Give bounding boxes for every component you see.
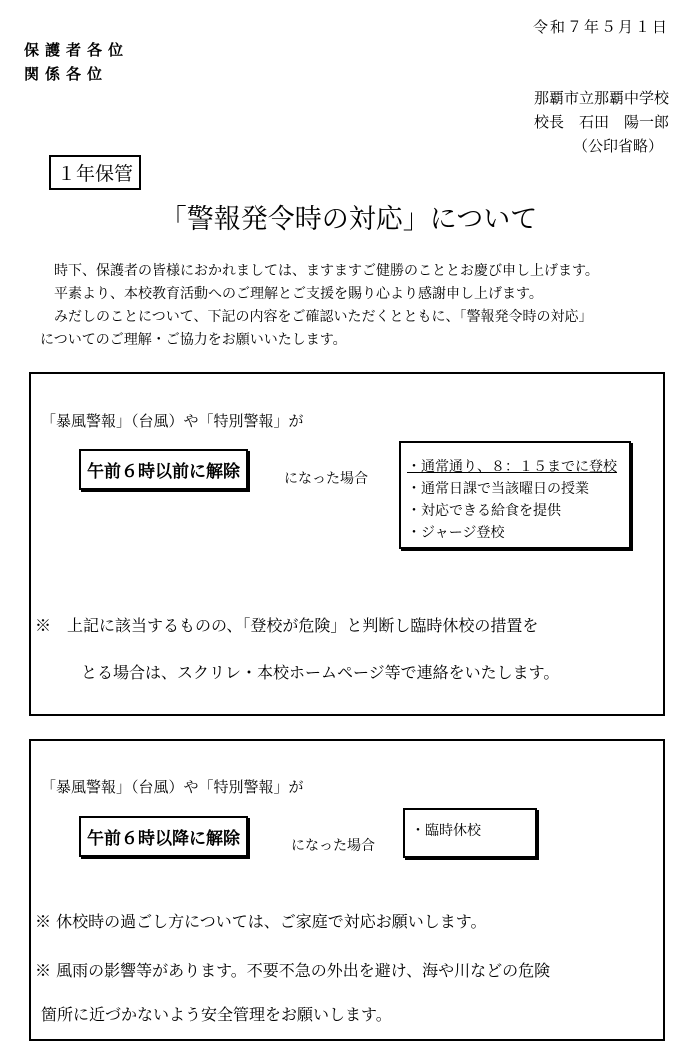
becomes-text: になった場合 — [284, 471, 368, 487]
intro-line: みだしのことについて、下記の内容をご確認いただくとともに、「警報発令時の対応」 — [40, 309, 593, 325]
intro-line: 平素より、本校教育活動へのご理解とご支援を賜り心より感謝申し上げます。 — [40, 286, 543, 302]
document-title: 「警報発令時の対応」について — [159, 204, 538, 235]
list-item: ・臨時休校 — [411, 823, 481, 839]
intro-line: 時下、保護者の皆様におかれましては、ますますご健勝のこととお慶び申し上げます。 — [40, 263, 599, 279]
safety-note-line2: 箇所に近づかないよう安全管理をお願いします。 — [41, 1005, 392, 1024]
closure-note-line2: とる場合は、スクリレ・本校ホームページ等で連絡をいたします。 — [81, 663, 560, 682]
warning-condition: 「暴風警報」（台風）や「特別警報」が — [41, 412, 304, 430]
sender-school: 那覇市立那覇中学校 — [533, 89, 669, 107]
recipient-guardians: 保護者各位 — [24, 41, 130, 59]
becomes-text: になった場合 — [291, 838, 375, 854]
list-item: ・通常日課で当該曜日の授業 — [407, 481, 589, 497]
lifted-after-6am-label: 午前６時以降に解除 — [79, 816, 248, 857]
lifted-before-6am-label: 午前６時以前に解除 — [79, 449, 248, 490]
retention-tag: １年保管 — [49, 155, 141, 190]
intro-paragraph — [40, 260, 599, 352]
list-item: ・対応できる給食を提供 — [407, 503, 561, 519]
section-after-6am — [29, 739, 665, 1041]
warning-condition: 「暴風警報」（台風）や「特別警報」が — [41, 778, 304, 796]
seal-omitted-note: （公印省略） — [572, 137, 663, 155]
normal-schedule-list — [399, 441, 631, 549]
issue-date: 令和７年５月１日 — [532, 18, 669, 36]
closure-home-note: ※ 休校時の過ごし方については、ご家庭で対応お願いします。 — [35, 912, 487, 931]
section-before-6am — [29, 372, 665, 716]
list-item: ・ジャージ登校 — [407, 525, 505, 541]
list-item: ・通常通り、８：１５までに登校 — [407, 459, 617, 475]
sender-block — [534, 86, 669, 158]
school-closed-box — [403, 808, 537, 858]
sender-principal: 校長 石田 陽一郎 — [533, 113, 669, 131]
intro-line: についてのご理解・ご協力をお願いいたします。 — [40, 332, 347, 348]
recipient-related: 関係各位 — [24, 65, 109, 83]
closure-note-line1: ※ 上記に該当するものの、「登校が危険」と判断し臨時休校の措置を — [35, 616, 539, 635]
safety-note-line1: ※ 風雨の影響等があります。不要不急の外出を避け、海や川などの危険 — [35, 961, 551, 980]
